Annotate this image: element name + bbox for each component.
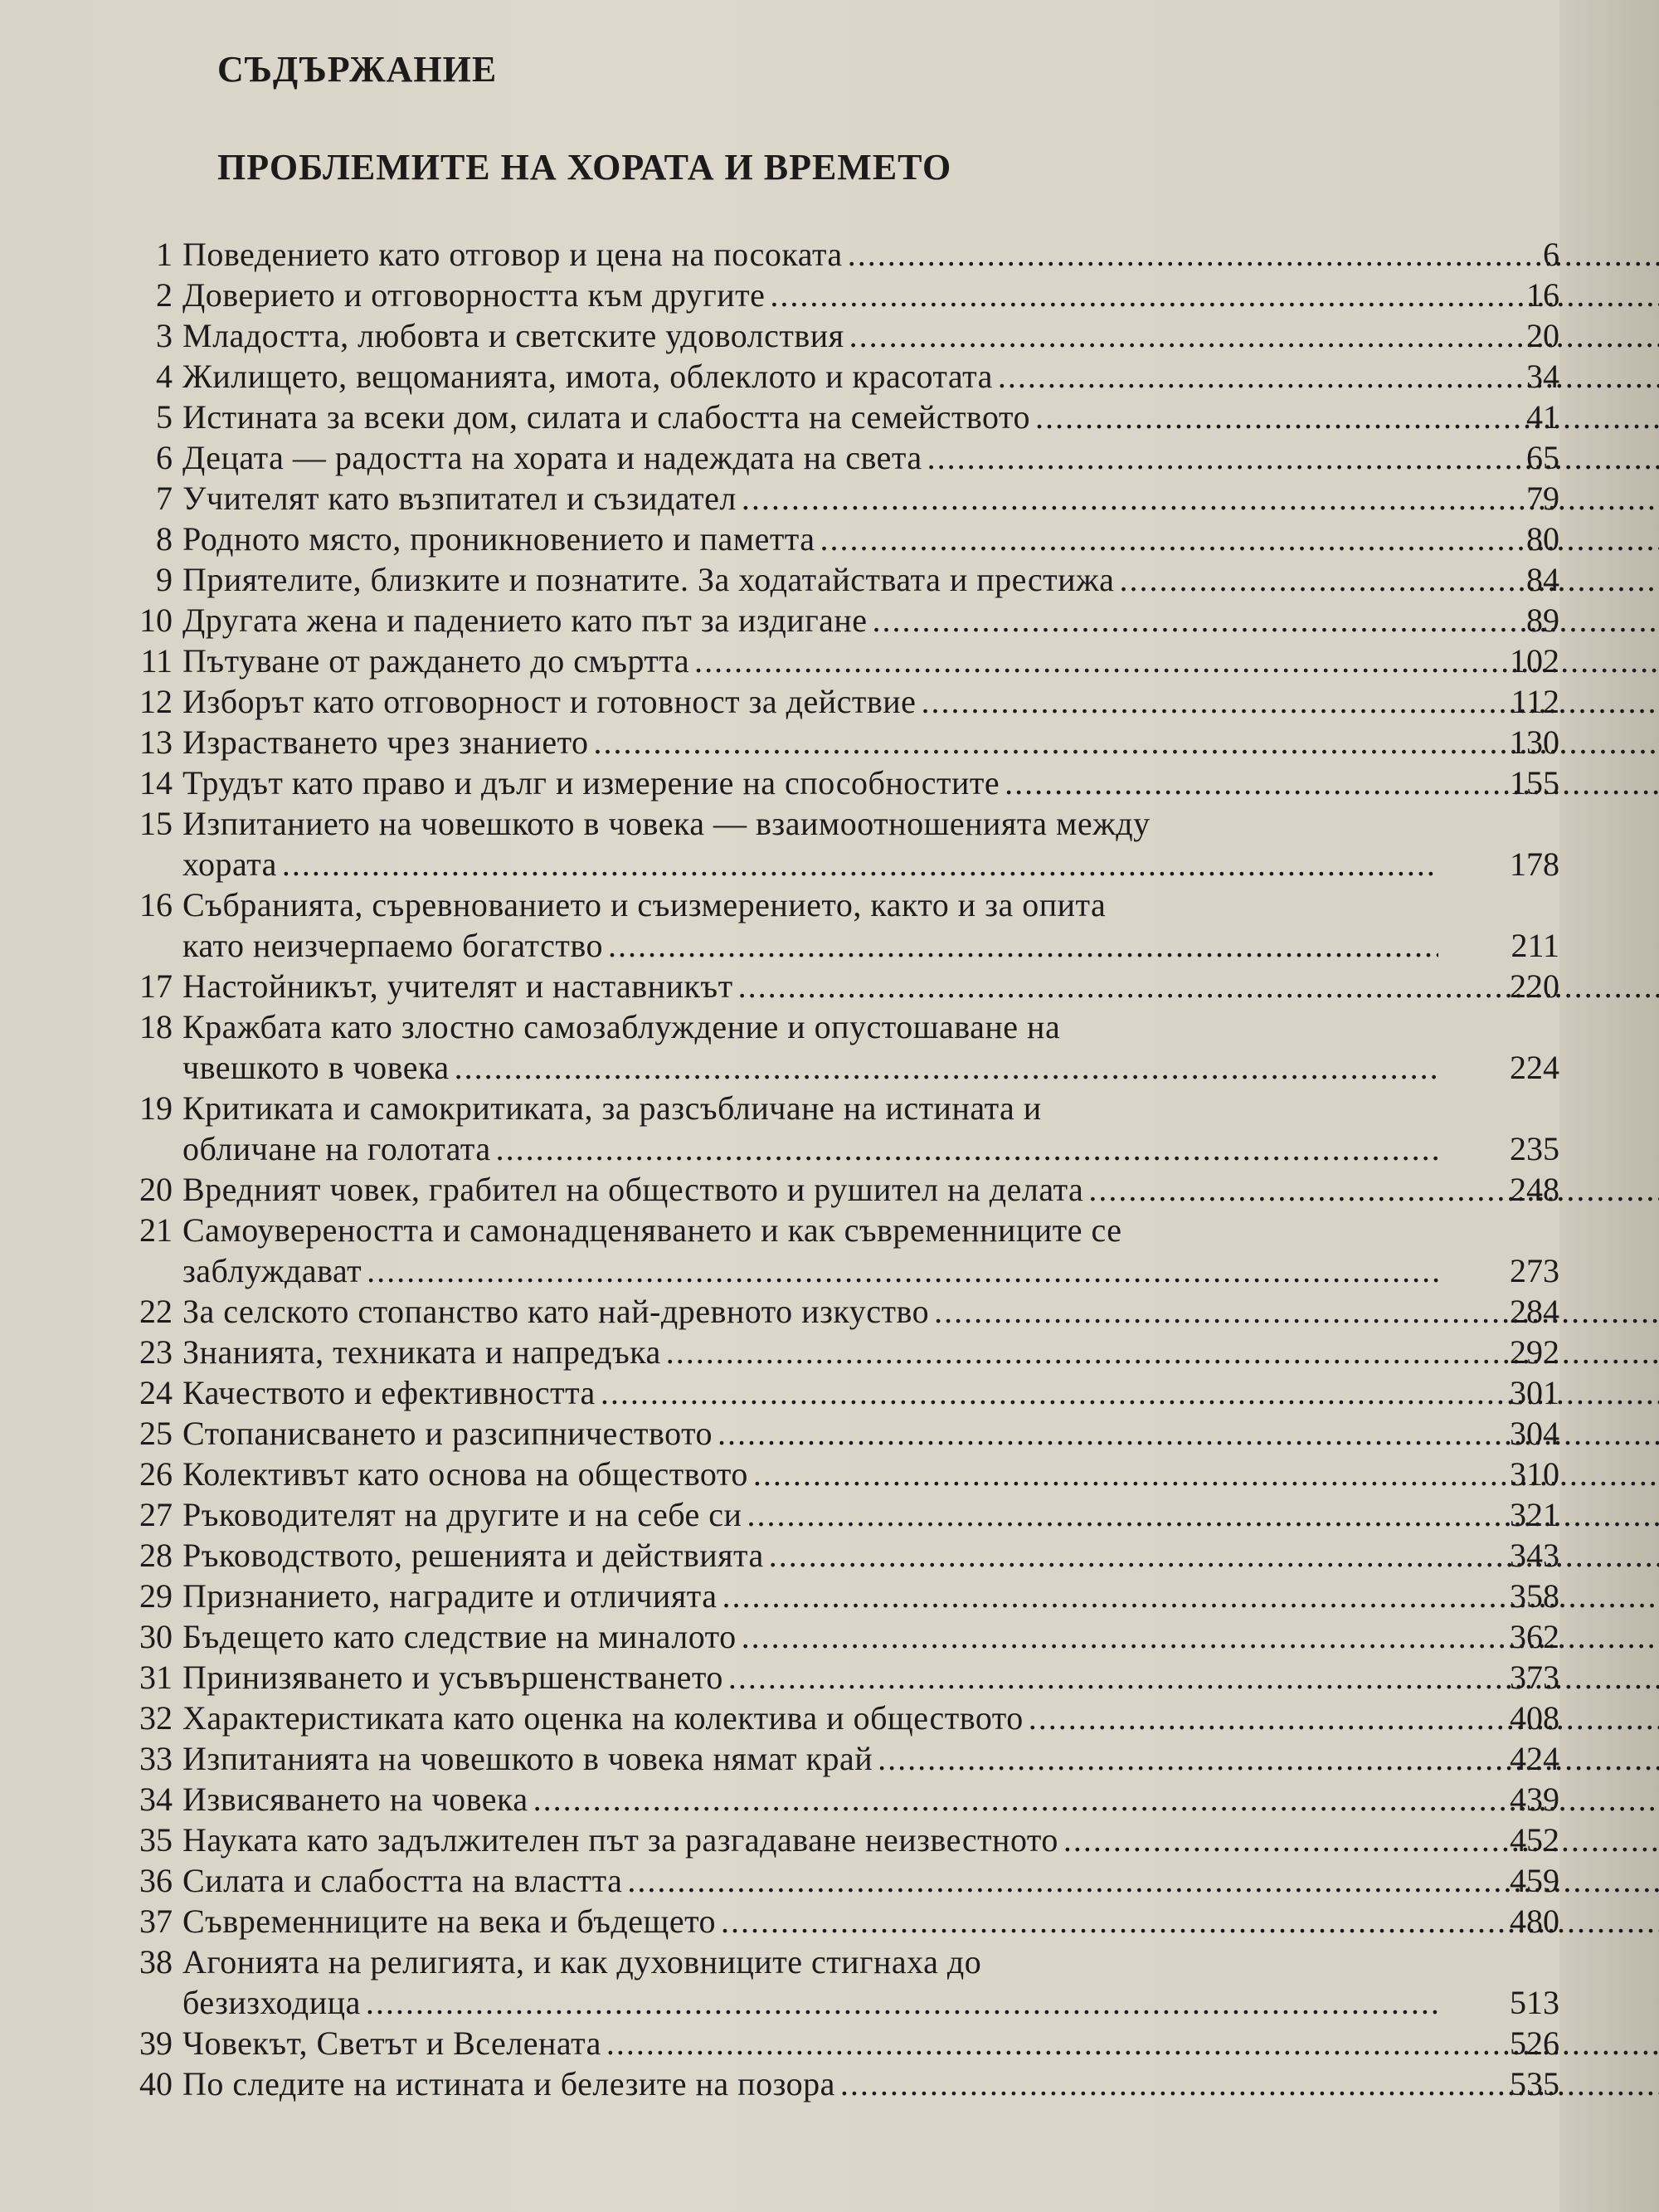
toc-entry-page: 526 (1510, 2024, 1559, 2062)
toc-entry-line: Науката като задължителен път за разгадаване неизвестното (182, 1821, 1058, 1859)
toc-entry-title (182, 1006, 1443, 1088)
toc-entry-number: 24 (139, 1374, 173, 1411)
toc-entry-number: 32 (139, 1699, 173, 1737)
toc-entry-title (182, 437, 1443, 478)
toc-entry-page: 373 (1510, 1659, 1559, 1696)
dot-leader (608, 925, 1438, 966)
toc-entry-line: безизходица (182, 1984, 361, 2021)
toc-entry-page: 362 (1510, 1618, 1559, 1655)
toc-entry-title (182, 234, 1443, 275)
toc-entry-page: 224 (1510, 1049, 1559, 1086)
toc-entry-page: 408 (1510, 1699, 1559, 1737)
toc-entry-page: 130 (1510, 724, 1559, 761)
toc-entry (66, 1494, 1559, 1535)
toc-entry (66, 1576, 1559, 1616)
toc-entry-page: 65 (1526, 439, 1559, 476)
toc-entry-title (182, 763, 1443, 803)
toc-entry-page: 310 (1510, 1455, 1559, 1493)
toc-entry-number: 35 (139, 1821, 173, 1859)
toc-entry-title (182, 315, 1443, 356)
contents-heading: СЪДЪРЖАНИЕ (217, 49, 498, 90)
toc-entry-title (182, 1738, 1443, 1779)
toc-entry-title (182, 559, 1443, 600)
toc-entry-number: 14 (139, 764, 173, 801)
dot-leader (455, 1047, 1438, 1088)
toc-entry-line: По следите на истината и белезите на позора (182, 2065, 835, 2102)
toc-entry-number: 1 (156, 236, 173, 273)
toc-entry-number: 23 (139, 1333, 173, 1371)
toc-entry-title (182, 2023, 1443, 2063)
toc-entry-line: обличане на голотата (182, 1130, 491, 1167)
toc-entry-number: 37 (139, 1903, 173, 1940)
toc-entry-title (182, 681, 1443, 722)
toc-entry-page: 155 (1510, 764, 1559, 801)
toc-entry-number: 8 (156, 520, 173, 558)
toc-entry-number: 17 (139, 967, 173, 1005)
toc-entry-page: 480 (1510, 1903, 1559, 1940)
toc-entry-line: Младостта, любовта и светските удоволствия (182, 317, 844, 354)
toc-entry-number: 5 (156, 398, 173, 436)
toc-entry-page: 248 (1510, 1171, 1559, 1208)
toc-entry (66, 1901, 1559, 1942)
toc-entry-number: 4 (156, 358, 173, 395)
toc-entry-number: 10 (139, 602, 173, 639)
toc-entry-page: 358 (1510, 1577, 1559, 1615)
toc-entry-number: 33 (139, 1740, 173, 1777)
toc-entry-number: 29 (139, 1577, 173, 1615)
toc-entry-title (182, 641, 1443, 681)
toc-entry (66, 1779, 1559, 1820)
toc-entry-title (182, 1332, 1443, 1372)
dot-leader (1119, 559, 1659, 600)
toc-entry-line: Стопанисването и разсипничеството (182, 1415, 713, 1452)
toc-entry-number: 12 (139, 683, 173, 720)
toc-entry-title (182, 397, 1443, 437)
toc-entry-line: Критиката и самокритиката, за разсъбличане на истината и (182, 1089, 1042, 1127)
toc-entry-title (182, 2063, 1443, 2104)
toc-entry (66, 1169, 1559, 1210)
toc-entry-title (182, 1454, 1443, 1494)
toc-entry-line: Извисяването на човека (182, 1781, 528, 1818)
toc-entry-line: хората (182, 845, 277, 883)
toc-entry-number: 34 (139, 1781, 173, 1818)
toc-entry-page: 235 (1510, 1130, 1559, 1167)
toc-entry-title (182, 1535, 1443, 1576)
toc-entry-line: Човекът, Светът и Вселената (182, 2024, 601, 2062)
toc-entry-page: 304 (1510, 1415, 1559, 1452)
dot-leader (1088, 1169, 1659, 1210)
toc-entry-line: Учителят като възпитател и съзидател (182, 480, 737, 517)
dot-leader (496, 1128, 1438, 1169)
toc-entry-title (182, 356, 1443, 397)
toc-entry-line: Децата — радостта на хората и надеждата на света (182, 439, 922, 476)
toc-entry-line: Жилището, вещоманията, имота, облеклото и красотата (182, 358, 993, 395)
dot-leader (1005, 763, 1659, 803)
toc-entry-number: 13 (139, 724, 173, 761)
toc-entry-page: 34 (1526, 358, 1559, 395)
toc-entry-number: 28 (139, 1537, 173, 1574)
toc-entry-line: Знанията, техниката и напредъка (182, 1333, 661, 1371)
toc-entry-page: 84 (1526, 561, 1559, 598)
toc-entry-line: Приятелите, близките и познатите. За ходатайствата и престижа (182, 561, 1115, 598)
toc-entry-line: Израстването чрез знанието (182, 724, 589, 761)
toc-entry-title (182, 1779, 1443, 1820)
toc-entry-title (182, 722, 1443, 763)
toc-entry-line: Колективът като основа на обществото (182, 1455, 748, 1493)
toc-entry-page: 273 (1510, 1252, 1559, 1289)
toc-entry (66, 1332, 1559, 1372)
toc-entry-number: 40 (139, 2065, 173, 2102)
toc-entry-number: 22 (139, 1293, 173, 1330)
toc-entry-page: 112 (1511, 683, 1559, 720)
toc-entry-line: Ръководството, решенията и действията (182, 1537, 764, 1574)
toc-entry-page: 102 (1510, 642, 1559, 680)
toc-entry-line: Трудът като право и дълг и измерение на способностите (182, 764, 1000, 801)
toc-entry (66, 234, 1559, 275)
toc-entry (66, 1860, 1559, 1901)
toc-entry-line: Качеството и ефективността (182, 1374, 596, 1411)
toc-entry-number: 38 (139, 1943, 173, 1981)
toc-entry-line: Поведението като отговор и цена на посоката (182, 236, 843, 273)
toc-entry-page: 424 (1510, 1740, 1559, 1777)
toc-entry (66, 641, 1559, 681)
toc-entry (66, 1088, 1559, 1169)
toc-entry (66, 884, 1559, 966)
toc-entry-line: Бъдещето като следствие на миналото (182, 1618, 737, 1655)
toc-entry (66, 1454, 1559, 1494)
toc-entry-page: 284 (1510, 1293, 1559, 1330)
toc-entry-title (182, 1616, 1443, 1657)
toc-entry (66, 722, 1559, 763)
toc-entry (66, 437, 1559, 478)
toc-entry (66, 1210, 1559, 1291)
toc-entry-line: Характеристиката като оценка на колектива и обществото (182, 1699, 1024, 1737)
toc-entry-number: 7 (156, 480, 173, 517)
toc-entry (66, 1616, 1559, 1657)
toc-entry-number: 9 (156, 561, 173, 598)
toc-entry (66, 966, 1559, 1006)
toc-entry-line: За селското стопанство като най-древното изкуство (182, 1293, 930, 1330)
section-heading: ПРОБЛЕМИТЕ НА ХОРАТА И ВРЕМЕТО (217, 147, 952, 188)
toc-entry-page: 16 (1526, 276, 1559, 314)
toc-entry-line: Истината за всеки дом, силата и слабостта на семейството (182, 398, 1030, 436)
toc-entry-line: Вредният човек, грабител на обществото и рушител на делата (182, 1171, 1084, 1208)
toc-entry-page: 343 (1510, 1537, 1559, 1574)
toc-entry-number: 30 (139, 1618, 173, 1655)
dot-leader (282, 844, 1438, 884)
toc-entry (66, 315, 1559, 356)
toc-entry-page: 79 (1526, 480, 1559, 517)
toc-entry-number: 3 (156, 317, 173, 354)
toc-entry (66, 1698, 1559, 1738)
toc-entry-line: Пътуване от раждането до смъртта (182, 642, 690, 680)
toc-entry-page: 513 (1510, 1984, 1559, 2021)
toc-entry-line: Изпитанията на човешкото в човека нямат край (182, 1740, 873, 1777)
toc-entry-title (182, 966, 1443, 1006)
toc-entry-line: Признанието, наградите и отличията (182, 1577, 718, 1615)
toc-entry-number: 26 (139, 1455, 173, 1493)
toc-entry-title (182, 1413, 1443, 1454)
toc-entry (66, 519, 1559, 559)
toc-entry (66, 559, 1559, 600)
toc-entry-line: Силата и слабостта на властта (182, 1862, 623, 1899)
toc-entry-title (182, 884, 1443, 966)
toc-entry (66, 1535, 1559, 1576)
toc-entry-line: Ръководителят на другите и на себе си (182, 1496, 742, 1533)
toc-entry (66, 478, 1559, 519)
toc-entry-line: Родното място, проникновението и паметта (182, 520, 815, 558)
toc-entry (66, 1413, 1559, 1454)
toc-entry (66, 397, 1559, 437)
toc-entry-page: 292 (1510, 1333, 1559, 1371)
toc-entry-page: 211 (1511, 927, 1559, 964)
toc-entry (66, 1820, 1559, 1860)
toc-entry (66, 1006, 1559, 1088)
toc-entry (66, 2023, 1559, 2063)
toc-entry-line: Доверието и отговорността към другите (182, 276, 766, 314)
toc-entry-title (182, 1942, 1443, 2023)
toc-entry-page: 6 (1543, 236, 1559, 273)
toc-entry-line: като неизчерпаемо богатство (182, 927, 603, 964)
toc-entry (66, 600, 1559, 641)
toc-entry-number: 2 (156, 276, 173, 314)
toc-entry-page: 459 (1510, 1862, 1559, 1899)
toc-entry-line: Съвременниците на века и бъдещето (182, 1903, 717, 1940)
toc-entry-page: 220 (1510, 967, 1559, 1005)
toc-entry (66, 1942, 1559, 2023)
toc-entry-number: 31 (139, 1659, 173, 1696)
toc-entry (66, 803, 1559, 884)
toc-entry-page: 178 (1510, 845, 1559, 883)
toc-entry (66, 275, 1559, 315)
toc-entry-number: 21 (139, 1211, 173, 1249)
toc-entry-number: 11 (140, 642, 173, 680)
dot-leader (367, 1250, 1438, 1291)
toc-entry-title (182, 1169, 1443, 1210)
toc-entry-number: 15 (139, 805, 173, 842)
toc-entry-number: 18 (139, 1008, 173, 1045)
toc-entry-title (182, 275, 1443, 315)
toc-entry-title (182, 1372, 1443, 1413)
toc-entry-line: Самоувереността и самонадценяването и как съвременниците се (182, 1211, 1122, 1249)
toc-entry-title (182, 1210, 1443, 1291)
toc-entry (66, 1738, 1559, 1779)
toc-entry-line: чвешкото в човека (182, 1049, 450, 1086)
toc-entry (66, 1372, 1559, 1413)
toc-entry-number: 19 (139, 1089, 173, 1127)
toc-entry (66, 763, 1559, 803)
toc-entry (66, 2063, 1559, 2104)
toc-entry-title (182, 1657, 1443, 1698)
toc-entry-page: 89 (1526, 602, 1559, 639)
toc-entry-number: 25 (139, 1415, 173, 1452)
toc-entry-title (182, 1088, 1443, 1169)
toc-entry-title (182, 1291, 1443, 1332)
toc-entry-title (182, 1576, 1443, 1616)
toc-entry-line: Другата жена и падението като път за издигане (182, 602, 868, 639)
toc-entry-page: 41 (1526, 398, 1559, 436)
toc-entry (66, 356, 1559, 397)
toc-entry-title (182, 1901, 1443, 1942)
toc-entry-title (182, 803, 1443, 884)
toc-entry-page: 321 (1510, 1496, 1559, 1533)
toc-entry-number: 6 (156, 439, 173, 476)
toc-entry-title (182, 600, 1443, 641)
toc-entry-number: 36 (139, 1862, 173, 1899)
dot-leader (1029, 1698, 1659, 1738)
table-of-contents (66, 234, 1559, 2104)
toc-entry-line: Изборът като отговорност и готовност за действие (182, 683, 917, 720)
toc-entry-number: 16 (139, 886, 173, 923)
toc-entry (66, 681, 1559, 722)
toc-entry-number: 27 (139, 1496, 173, 1533)
toc-entry-page: 80 (1526, 520, 1559, 558)
dot-leader (366, 1982, 1438, 2023)
toc-entry-page: 452 (1510, 1821, 1559, 1859)
toc-entry-title (182, 478, 1443, 519)
toc-entry-line: Изпитанието на човешкото в човека — взаимоотношенията между (182, 805, 1151, 842)
toc-entry-title (182, 1860, 1443, 1901)
toc-entry-line: Настойникът, учителят и наставникът (182, 967, 733, 1005)
toc-entry-line: Принизяването и усъвършенстването (182, 1659, 723, 1696)
toc-entry (66, 1657, 1559, 1698)
toc-entry-number: 20 (139, 1171, 173, 1208)
toc-entry-line: Агонията на религията, и как духовниците стигнаха до (182, 1943, 982, 1981)
toc-entry-line: Кражбата като злостно самозаблуждение и опустошаване на (182, 1008, 1061, 1045)
toc-entry (66, 1291, 1559, 1332)
toc-entry-page: 20 (1526, 317, 1559, 354)
dot-leader (1035, 397, 1659, 437)
toc-entry-title (182, 1494, 1443, 1535)
toc-entry-number: 39 (139, 2024, 173, 2062)
toc-entry-page: 535 (1510, 2065, 1559, 2102)
toc-entry-title (182, 1820, 1443, 1860)
dot-leader (998, 356, 1659, 397)
toc-entry-line: Събранията, съревнованието и съизмерението, както и за опита (182, 886, 1107, 923)
toc-entry-page: 301 (1510, 1374, 1559, 1411)
toc-entry-title (182, 519, 1443, 559)
toc-entry-line: заблуждават (182, 1252, 362, 1289)
dot-leader (1063, 1820, 1659, 1860)
toc-entry-page: 439 (1510, 1781, 1559, 1818)
toc-entry-title (182, 1698, 1443, 1738)
